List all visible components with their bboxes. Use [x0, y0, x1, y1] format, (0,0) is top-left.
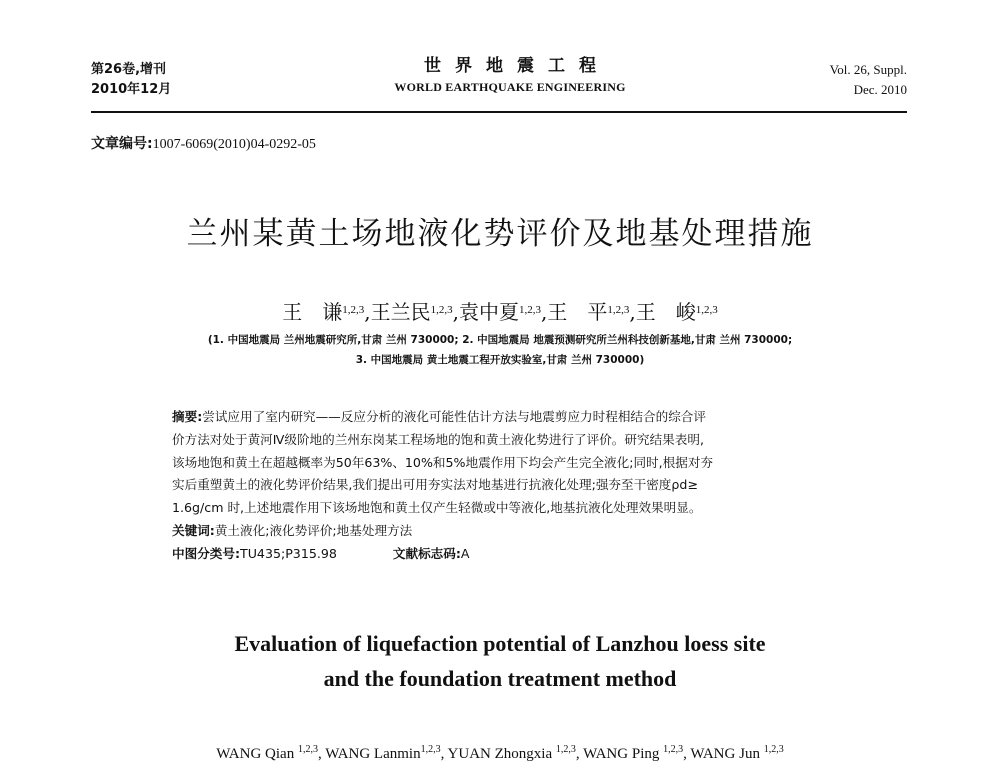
author-en: WANG Lanmin$^{1,2,3}$ [325, 744, 441, 762]
journal-name-cn: 世界地震工程 [424, 56, 610, 76]
keywords-value: 黄土液化;液化势评价;地基处理方法 [214, 522, 413, 538]
title-en [0, 626, 1000, 696]
header-left [91, 60, 171, 100]
author-en: WANG Jun $^{1,2,3}$ [690, 744, 784, 762]
abstract-line: 该场地饱和黄土在超越概率为50年63%、10%和5%地震作用下均会产生完全液化;同时,根据对夯 [172, 454, 714, 470]
volume-cn: 第26卷,增刊 [91, 62, 167, 77]
doc-code-label: 文献标志码: [392, 545, 461, 561]
abstract-line: 1.6g/cm 时,上述地震作用下该场地饱和黄土仅产生轻微或中等液化,地基抗液化处理效果明显。 [172, 500, 702, 516]
journal-name-en: WORLD EARTHQUAKE ENGINEERING [394, 80, 626, 94]
author: 袁中夏$^{1,2,3}$ [459, 300, 541, 324]
abstract-line: 摘要:尝试应用了室内研究——反应分析的液化可能性估计方法与地震剪应力时程相结合的综合评 [172, 409, 706, 424]
keywords [172, 520, 832, 543]
article-number [91, 133, 316, 153]
classification [172, 543, 832, 566]
title-cn: 兰州某黄土场地液化势评价及地基处理措施 [186, 216, 814, 252]
author-en: WANG Ping $^{1,2,3}$ [583, 744, 684, 762]
author-en: WANG Qian $^{1,2,3}$ [216, 744, 318, 762]
affiliation-line-1: (1. 中国地震局 兰州地震研究所,甘肃 兰州 730000; 2. 中国地震局 地震预测研究所兰州科技创新基地,甘肃 兰州 730000; [207, 334, 793, 346]
affiliation-line-2: 3. 中国地震局 黄土地震工程开放实验室,甘肃 兰州 730000) [355, 354, 645, 366]
date-en: Dec. 2010 [853, 82, 907, 97]
header-right [830, 60, 907, 100]
volume-en: Vol. 26, Suppl. [829, 62, 907, 77]
header-center [360, 55, 660, 97]
title-en-line-1: Evaluation of liquefaction potential of Lanzhou loess site [234, 631, 766, 656]
author: 王 谦$^{1,2,3}$ [282, 300, 365, 324]
abstract-block [172, 406, 832, 566]
author-en: YUAN Zhongxia $^{1,2,3}$ [447, 744, 576, 762]
authors-cn: 王 谦$^{1,2,3}$,王兰民$^{1,2,3}$,袁中夏$^{1,2,3}$,王 平$^{1,2,3}$,王 峻$^{1,2,3}$ [282, 300, 718, 324]
authors-en: WANG Qian $^{1,2,3}$, WANG Lanmin$^{1,2,3}$, YUAN Zhongxia $^{1,2,3}$, WANG Ping $^{1,2,3}$, WANG Jun $^{1,2,3}$ [216, 744, 784, 762]
date-cn: 2010年12月 [91, 82, 172, 97]
title-en-line-2: and the foundation treatment method [323, 666, 677, 691]
abstract-line: 实后重塑黄土的液化势评价结果,我们提出可用夯实法对地基进行抗液化处理;强夯至干密度ρd≥ [172, 477, 698, 493]
article-number-label: 文章编号: [91, 136, 153, 152]
doc-code-value: A [460, 545, 470, 561]
article-number-value: 1007-6069(2010)04-0292-05 [152, 137, 316, 152]
abstract-label: 摘要: [172, 409, 203, 424]
clc-value: TU435;P315.98 [240, 545, 337, 561]
author: 王 峻$^{1,2,3}$ [635, 300, 718, 324]
abstract-line: 价方法对处于黄河Ⅳ级阶地的兰州东岗某工程场地的饱和黄土液化势进行了评价。研究结果表明, [172, 431, 704, 447]
header-rule [91, 111, 907, 113]
clc-label: 中图分类号: [172, 545, 241, 561]
author: 王 平$^{1,2,3}$ [547, 300, 630, 324]
author: 王兰民$^{1,2,3}$ [370, 300, 453, 324]
keywords-label: 关键词: [172, 522, 215, 538]
